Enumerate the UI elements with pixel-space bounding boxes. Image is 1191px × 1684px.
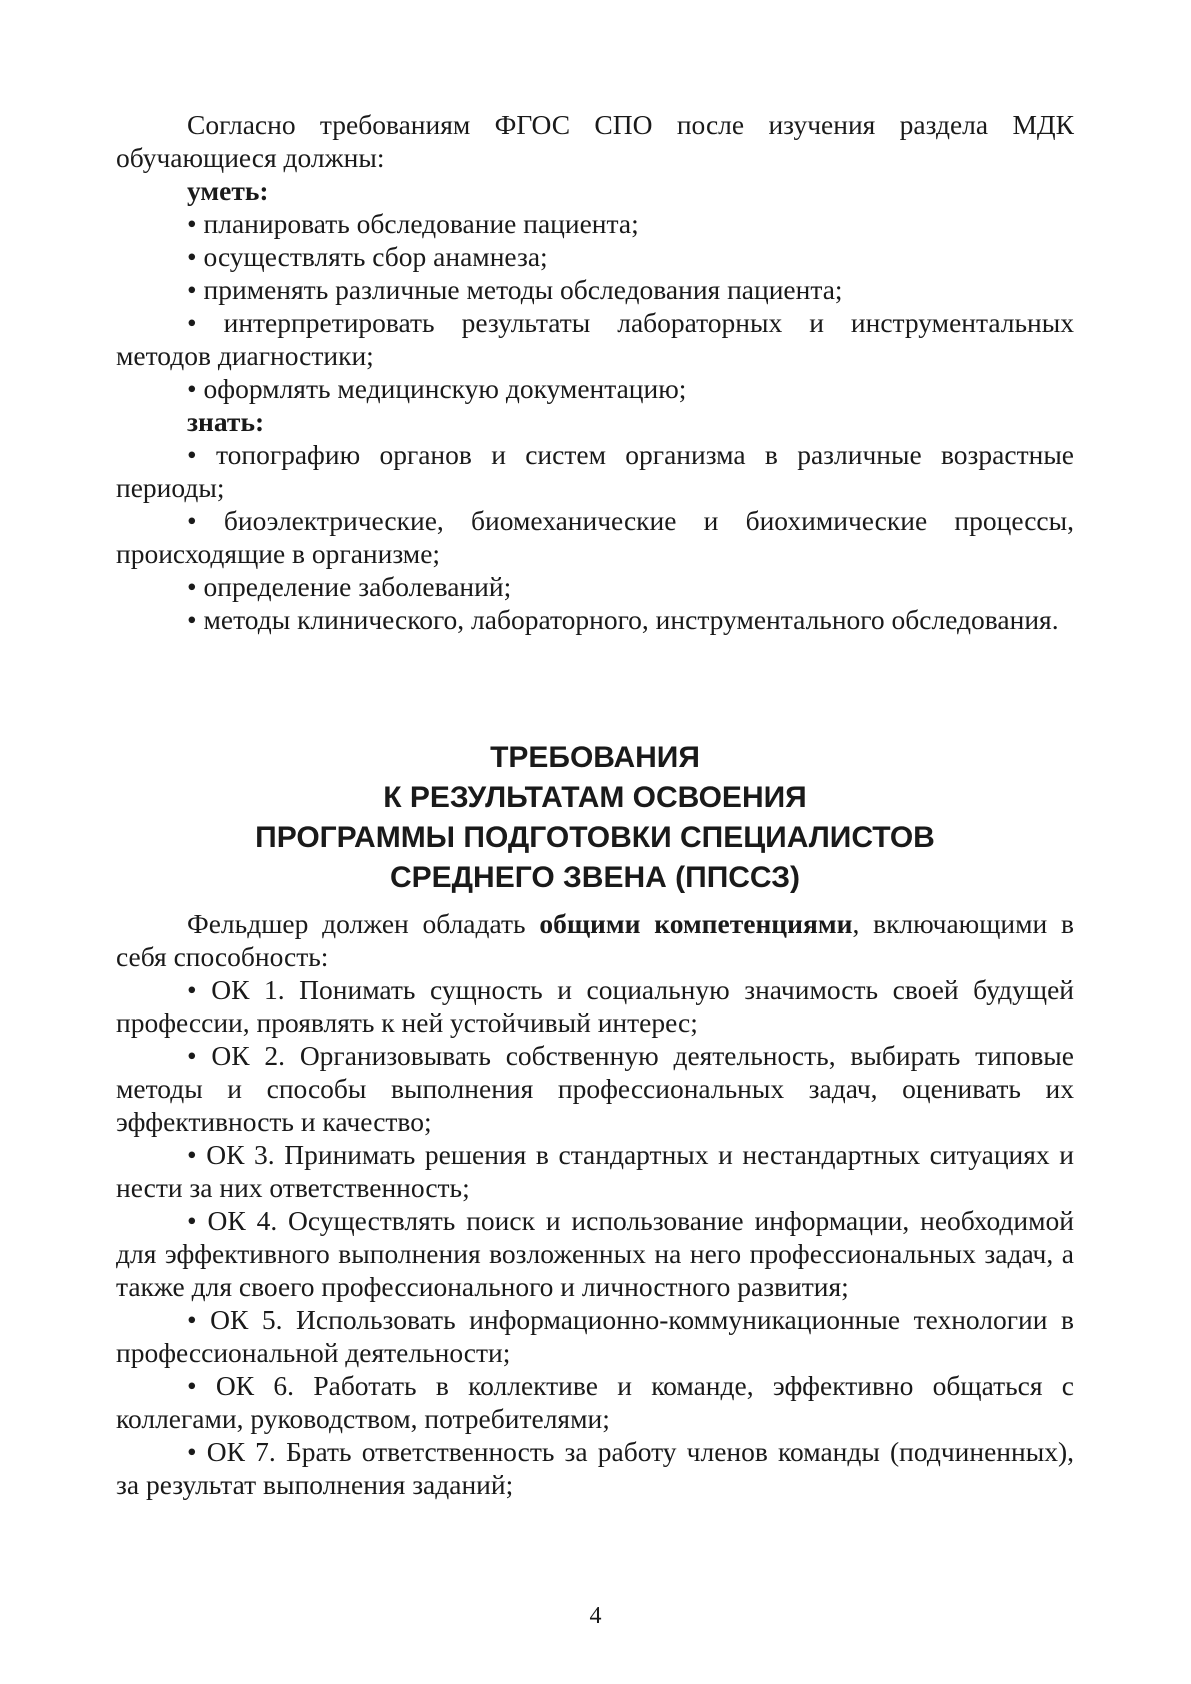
bullet-icon: • bbox=[187, 974, 212, 1005]
skills-label: уметь: bbox=[187, 175, 269, 206]
bullet-icon: • bbox=[187, 604, 204, 635]
bullet-icon: • bbox=[187, 1304, 211, 1335]
heading-line: ПРОГРАММЫ ПОДГОТОВКИ СПЕЦИАЛИСТОВ bbox=[255, 821, 935, 854]
bullet-icon: • bbox=[187, 1139, 207, 1170]
knowledge-label: знать: bbox=[187, 406, 265, 437]
list-item: • топографию органов и систем организма в различные возрастные периоды; bbox=[116, 439, 1074, 503]
bullet-icon: • bbox=[187, 1436, 207, 1467]
bullet-icon: • bbox=[187, 1205, 208, 1236]
bullet-icon: • bbox=[187, 208, 204, 239]
list-item: • ОК 1. Понимать сущность и социальную значимость своей будущей профессии, проявлять к ней устойчивый интерес; bbox=[116, 974, 1074, 1038]
intro-paragraph: Согласно требованиям ФГОС СПО после изучения раздела МДК обучающиеся должны: bbox=[116, 109, 1074, 173]
list-item: • биоэлектрические, биомеханические и биохимические процессы, происходящие в организме; bbox=[116, 505, 1074, 569]
list-item: • ОК 6. Работать в коллективе и команде, эффективно общаться с коллегами, руководством, потребителями; bbox=[116, 1370, 1074, 1434]
list-item: • определение заболеваний; bbox=[187, 571, 512, 602]
list-item: • ОК 2. Организовывать собственную деятельность, выбирать типовые методы и способы выполнения профессиональных задач, оценивать их эффективность и качество; bbox=[116, 1040, 1074, 1137]
competencies-section bbox=[116, 907, 1074, 1501]
list-item: • ОК 5. Использовать информационно-коммуникационные технологии в профессиональной деятельности; bbox=[116, 1304, 1074, 1368]
list-item: • оформлять медицинскую документацию; bbox=[187, 373, 687, 404]
bullet-icon: • bbox=[187, 274, 204, 305]
bullet-icon: • bbox=[187, 307, 224, 338]
list-item: • ОК 3. Принимать решения в стандартных и нестандартных ситуациях и нести за них ответственность; bbox=[116, 1139, 1074, 1203]
list-item: • осуществлять сбор анамнеза; bbox=[187, 241, 548, 272]
list-item: • ОК 4. Осуществлять поиск и использование информации, необходимой для эффективного выполнения возложенных на него профессиональных задач, а также для своего профессионального и личностного развития; bbox=[116, 1205, 1074, 1302]
heading-line: К РЕЗУЛЬТАТАМ ОСВОЕНИЯ bbox=[383, 781, 807, 814]
list-item: • применять различные методы обследования пациента; bbox=[187, 274, 843, 305]
bullet-icon: • bbox=[187, 439, 216, 470]
requirements-section bbox=[116, 108, 1074, 636]
list-item: • ОК 7. Брать ответственность за работу членов команды (подчиненных), за результат выполнения заданий; bbox=[116, 1436, 1074, 1500]
bullet-icon: • bbox=[187, 505, 224, 536]
page-number: 4 bbox=[589, 1603, 602, 1629]
heading-line: ТРЕБОВАНИЯ bbox=[490, 741, 700, 774]
bullet-icon: • bbox=[187, 1370, 216, 1401]
list-item: • методы клинического, лабораторного, инструментального обследования. bbox=[187, 604, 1059, 635]
list-item: • интерпретировать результаты лабораторных и инструментальных методов диагностики; bbox=[116, 307, 1074, 371]
list-item: • планировать обследование пациента; bbox=[187, 208, 639, 239]
heading-line: СРЕДНЕГО ЗВЕНА (ППССЗ) bbox=[390, 861, 800, 894]
bullet-icon: • bbox=[187, 373, 204, 404]
section-heading bbox=[116, 738, 1074, 898]
bullet-icon: • bbox=[187, 571, 204, 602]
competencies-intro: Фельдшер должен обладать общими компетенциями, включающими в себя способность: bbox=[116, 908, 1074, 972]
bullet-icon: • bbox=[187, 1040, 212, 1071]
bullet-icon: • bbox=[187, 241, 204, 272]
